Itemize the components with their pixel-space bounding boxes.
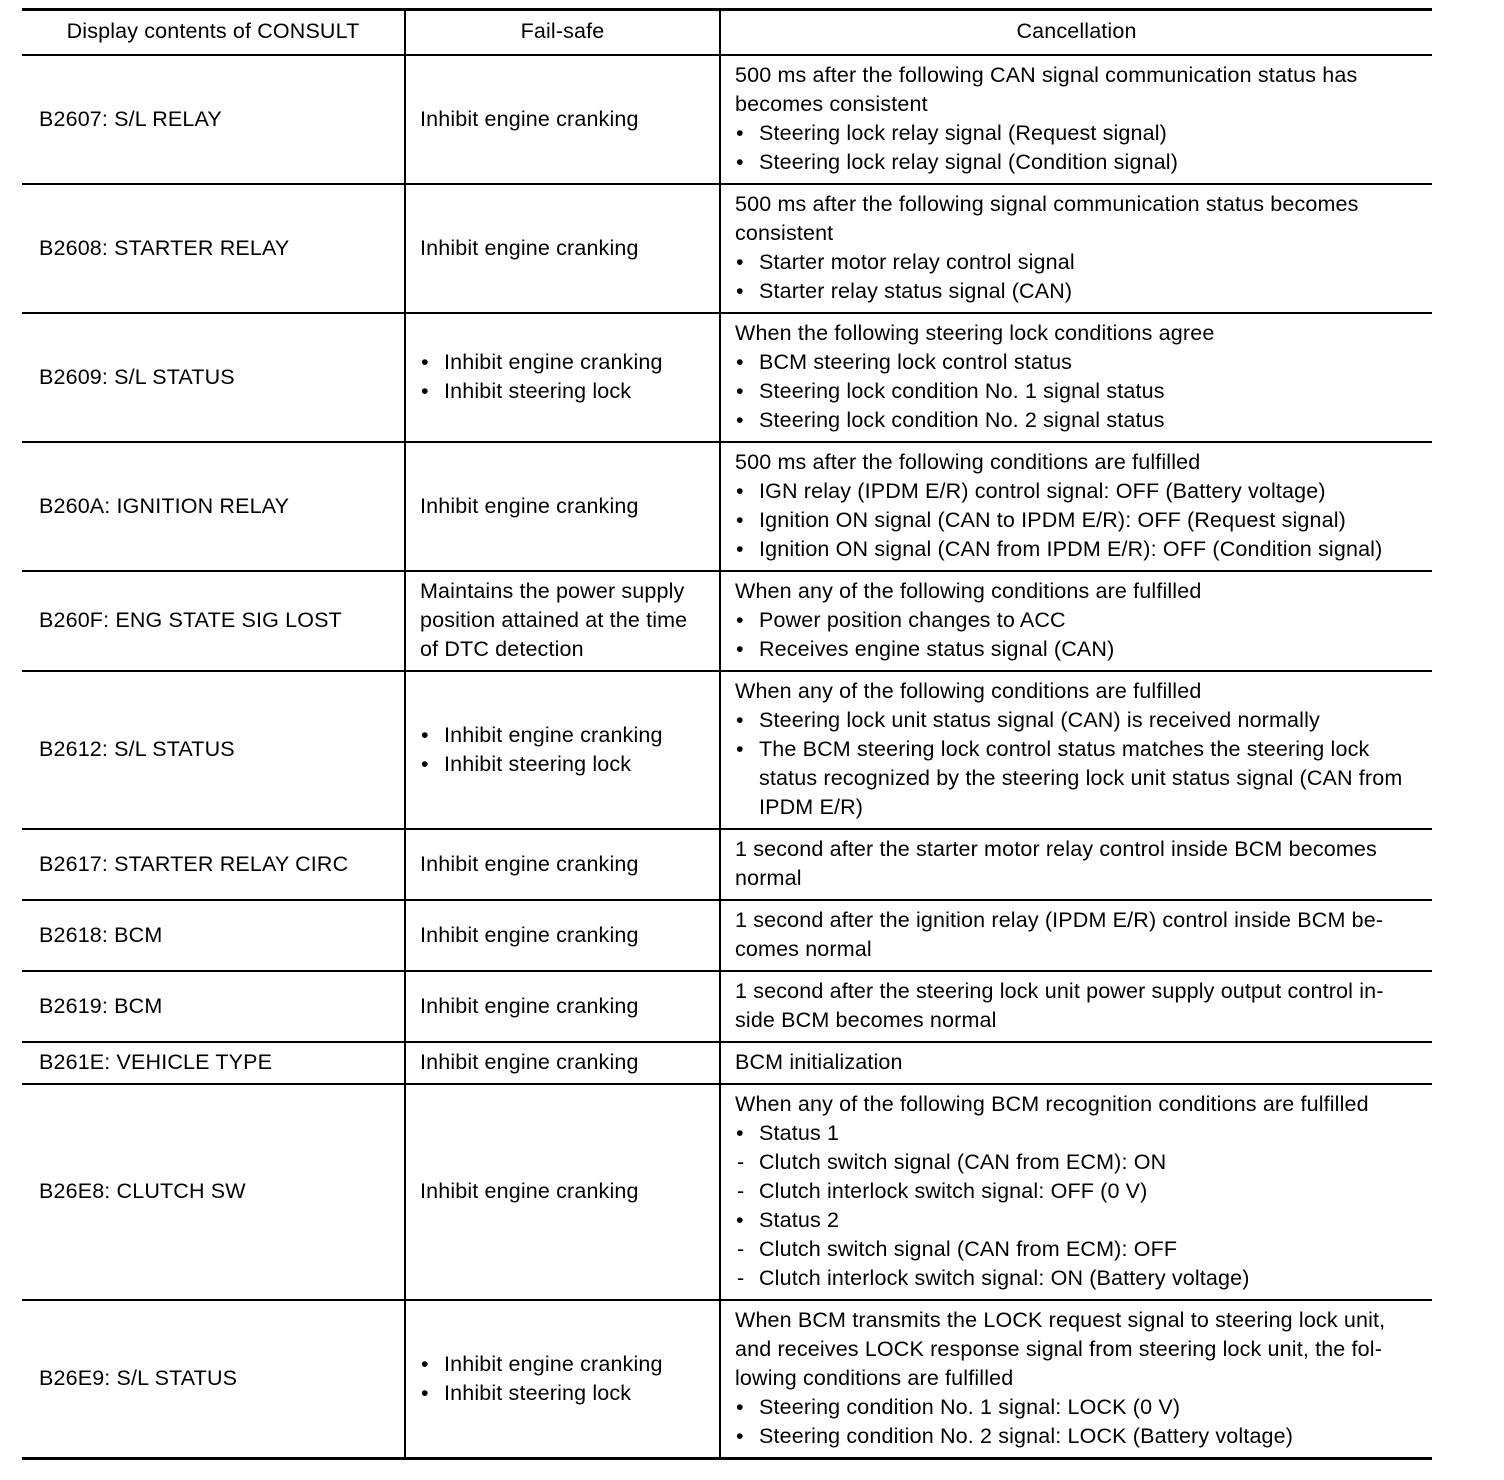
cancellation-text: When BCM transmits the LOCK request signal to steering lock unit, <box>735 1308 1386 1332</box>
cancellation-bullet-item: • Steering condition No. 2 signal: LOCK (Battery voltage) <box>735 1422 1426 1451</box>
dtc-code: B2607: S/L RELAY <box>39 106 222 131</box>
cancellation-bullet-item: • Ignition ON signal (CAN from IPDM E/R): OFF (Condition signal) <box>735 535 1426 564</box>
fail-safe-cell <box>405 971 720 1042</box>
header-row <box>22 10 1432 56</box>
cancellation-text: becomes consistent <box>735 92 928 116</box>
header-display-contents: Display contents of CONSULT <box>22 10 405 56</box>
cancellation-dash-item: - Clutch interlock switch signal: ON (Battery voltage) <box>735 1264 1426 1293</box>
table-row <box>22 184 1432 313</box>
fail-safe-cell <box>405 671 720 829</box>
table-row <box>22 900 1432 971</box>
cancellation-bullet-item: • Receives engine status signal (CAN) <box>735 635 1426 664</box>
cancellation-cell <box>720 1300 1432 1459</box>
cancellation-cell <box>720 55 1432 184</box>
fail-safe-table <box>22 8 1432 1460</box>
fail-safe-bullet-item: • Inhibit steering lock <box>420 1379 713 1408</box>
dtc-code-cell <box>22 1042 405 1084</box>
cancellation-bullet-item: • IGN relay (IPDM E/R) control signal: OFF (Battery voltage) <box>735 477 1426 506</box>
cancellation-text: normal <box>735 866 802 890</box>
fail-safe-bullet-item: • Inhibit steering lock <box>420 750 713 779</box>
cancellation-bullet-item: • Starter relay status signal (CAN) <box>735 277 1426 306</box>
table-row <box>22 1042 1432 1084</box>
table-row <box>22 313 1432 442</box>
cancellation-text: When any of the following conditions are fulfilled <box>735 679 1202 703</box>
cancellation-bullet-item: • Steering lock relay signal (Condition signal) <box>735 148 1426 177</box>
dtc-code: B260A: IGNITION RELAY <box>39 493 290 518</box>
header-fail-safe: Fail-safe <box>405 10 720 56</box>
cancellation-cell <box>720 442 1432 571</box>
fail-safe-cell <box>405 55 720 184</box>
cancellation-bullet-item: • Steering lock condition No. 1 signal status <box>735 377 1426 406</box>
cancellation-text: lowing conditions are fulfilled <box>735 1366 1014 1390</box>
fail-safe-text: Maintains the power supply <box>420 579 685 603</box>
fail-safe-cell <box>405 571 720 671</box>
cancellation-dash-item: - Clutch switch signal (CAN from ECM): ON <box>735 1148 1426 1177</box>
cancellation-cell <box>720 900 1432 971</box>
fail-safe-text: position attained at the time <box>420 608 688 632</box>
cancellation-bullet-item: • Steering lock condition No. 2 signal status <box>735 406 1426 435</box>
fail-safe-bullet-item: • Inhibit steering lock <box>420 377 713 406</box>
fail-safe-text: Inhibit engine cranking <box>420 493 639 518</box>
dtc-code: B26E8: CLUTCH SW <box>39 1179 246 1203</box>
cancellation-text: 1 second after the ignition relay (IPDM E/R) control inside BCM be- <box>735 908 1384 932</box>
cancellation-cell <box>720 671 1432 829</box>
cancellation-text: 500 ms after the following signal communication status becomes <box>735 192 1359 216</box>
fail-safe-document <box>22 8 1432 1460</box>
dtc-code-cell <box>22 184 405 313</box>
cancellation-text: 1 second after the steering lock unit power supply output control in- <box>735 979 1384 1003</box>
fail-safe-text: Inhibit engine cranking <box>420 922 639 947</box>
fail-safe-text: Inhibit engine cranking <box>420 851 639 876</box>
fail-safe-bullet-item: • Inhibit engine cranking <box>420 1350 713 1379</box>
dtc-code: B2609: S/L STATUS <box>39 364 235 389</box>
dtc-code: B2617: STARTER RELAY CIRC <box>39 851 349 876</box>
dtc-code: B2619: BCM <box>39 993 163 1018</box>
fail-safe-cell <box>405 829 720 900</box>
cancellation-cell <box>720 829 1432 900</box>
fail-safe-text: Inhibit engine cranking <box>420 235 639 260</box>
cancellation-cell <box>720 971 1432 1042</box>
dtc-code-cell <box>22 55 405 184</box>
cancellation-bullet-item: • Steering lock relay signal (Request signal) <box>735 119 1426 148</box>
cancellation-bullet-item: • Status 1 <box>735 1119 1426 1148</box>
dtc-code: B261E: VEHICLE TYPE <box>39 1050 273 1074</box>
cancellation-bullet-item: • Ignition ON signal (CAN to IPDM E/R): OFF (Request signal) <box>735 506 1426 535</box>
fail-safe-text: Inhibit engine cranking <box>420 993 639 1018</box>
fail-safe-text: Inhibit engine cranking <box>420 106 639 131</box>
table-row <box>22 971 1432 1042</box>
table-row <box>22 571 1432 671</box>
cancellation-bullet-item: • BCM steering lock control status <box>735 348 1426 377</box>
cancellation-text: BCM initialization <box>735 1050 903 1074</box>
cancellation-text: side BCM becomes normal <box>735 1008 997 1032</box>
cancellation-text: comes normal <box>735 937 872 961</box>
table-row <box>22 55 1432 184</box>
cancellation-text: 500 ms after the following CAN signal communication status has <box>735 63 1358 87</box>
fail-safe-cell <box>405 1084 720 1300</box>
fail-safe-cell <box>405 184 720 313</box>
cancellation-cell <box>720 184 1432 313</box>
dtc-code-cell <box>22 313 405 442</box>
fail-safe-bullet-item: • Inhibit engine cranking <box>420 721 713 750</box>
cancellation-text: 500 ms after the following conditions are fulfilled <box>735 450 1201 474</box>
fail-safe-cell <box>405 442 720 571</box>
cancellation-bullet-item: • Power position changes to ACC <box>735 606 1426 635</box>
dtc-code-cell <box>22 971 405 1042</box>
dtc-code-cell <box>22 900 405 971</box>
table-row <box>22 671 1432 829</box>
table-row <box>22 442 1432 571</box>
cancellation-bullet-item: • Starter motor relay control signal <box>735 248 1426 277</box>
dtc-code-cell <box>22 442 405 571</box>
cancellation-cell <box>720 1084 1432 1300</box>
cancellation-bullet-item: • Status 2 <box>735 1206 1426 1235</box>
dtc-code-cell <box>22 1300 405 1459</box>
dtc-code-cell <box>22 571 405 671</box>
header-cancellation: Cancellation <box>720 10 1432 56</box>
fail-safe-text: Inhibit engine cranking <box>420 1179 639 1203</box>
cancellation-text: When any of the following BCM recognition conditions are fulfilled <box>735 1092 1369 1116</box>
cancellation-text: When any of the following conditions are fulfilled <box>735 579 1202 603</box>
cancellation-cell <box>720 1042 1432 1084</box>
cancellation-text: When the following steering lock conditions agree <box>735 321 1215 345</box>
cancellation-bullet-item: • Steering lock unit status signal (CAN) is received normally <box>735 706 1426 735</box>
dtc-code-cell <box>22 671 405 829</box>
table-body <box>22 55 1432 1459</box>
dtc-code: B2618: BCM <box>39 922 163 947</box>
fail-safe-bullet-item: • Inhibit engine cranking <box>420 348 713 377</box>
fail-safe-cell <box>405 900 720 971</box>
fail-safe-cell <box>405 1300 720 1459</box>
table-row <box>22 1084 1432 1300</box>
cancellation-text: 1 second after the starter motor relay control inside BCM becomes <box>735 837 1377 861</box>
fail-safe-text: Inhibit engine cranking <box>420 1050 639 1074</box>
table-row <box>22 1300 1432 1459</box>
cancellation-bullet-item: • The BCM steering lock control status matches the steering lock status recognized by the steering lock unit status signal (CAN from IPDM E/R) <box>735 735 1426 822</box>
fail-safe-cell <box>405 1042 720 1084</box>
fail-safe-text: of DTC detection <box>420 637 584 661</box>
cancellation-dash-item: - Clutch interlock switch signal: OFF (0 V) <box>735 1177 1426 1206</box>
cancellation-text: consistent <box>735 221 834 245</box>
table-header <box>22 10 1432 56</box>
cancellation-bullet-item: • Steering condition No. 1 signal: LOCK (0 V) <box>735 1393 1426 1422</box>
dtc-code: B2608: STARTER RELAY <box>39 235 290 260</box>
fail-safe-cell <box>405 313 720 442</box>
table-row <box>22 829 1432 900</box>
cancellation-cell <box>720 313 1432 442</box>
dtc-code-cell <box>22 1084 405 1300</box>
cancellation-dash-item: - Clutch switch signal (CAN from ECM): OFF <box>735 1235 1426 1264</box>
cancellation-text: and receives LOCK response signal from steering lock unit, the fol- <box>735 1337 1382 1361</box>
dtc-code: B26E9: S/L STATUS <box>39 1366 238 1390</box>
cancellation-cell <box>720 571 1432 671</box>
dtc-code-cell <box>22 829 405 900</box>
dtc-code: B260F: ENG STATE SIG LOST <box>39 608 342 632</box>
dtc-code: B2612: S/L STATUS <box>39 737 235 761</box>
